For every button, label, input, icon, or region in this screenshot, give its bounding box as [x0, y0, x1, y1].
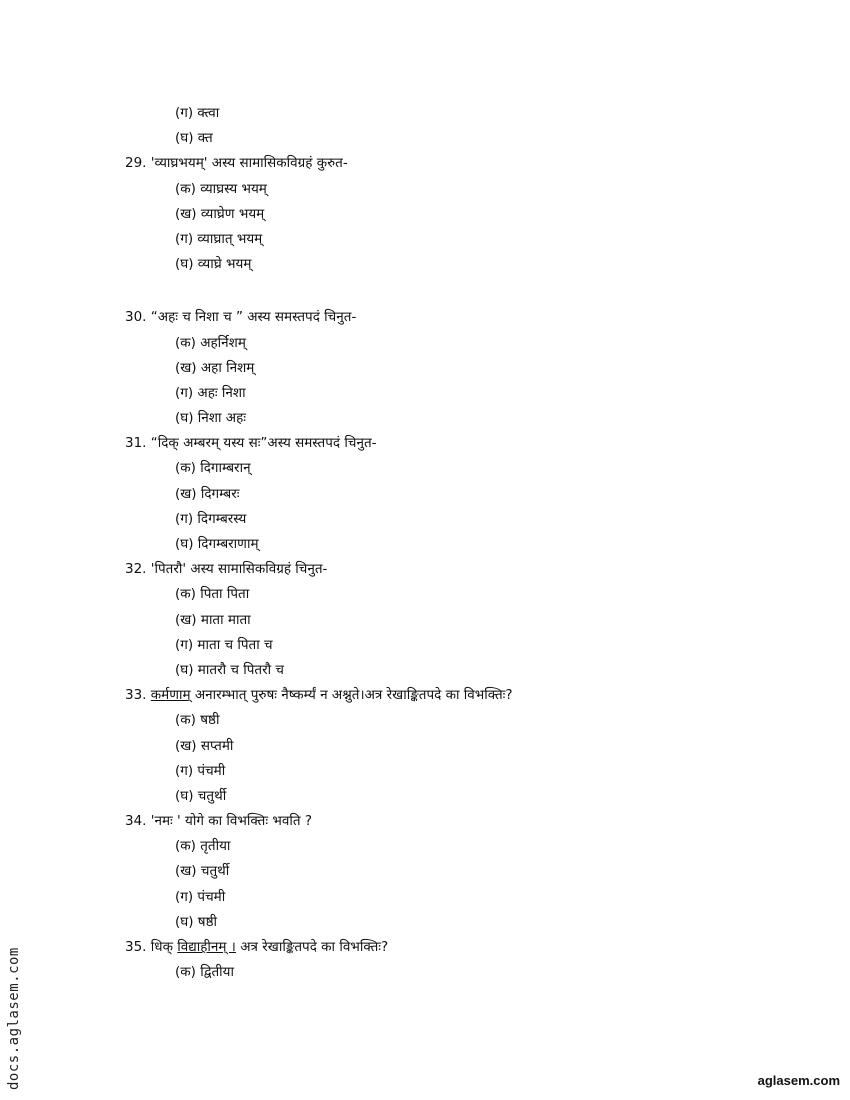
- option-item: (घ) षष्ठी: [175, 913, 218, 930]
- source-watermark: docs.aglasem.com: [6, 947, 22, 1090]
- option-item: (ख) दिगम्बरः: [175, 485, 240, 502]
- question-35: [125, 935, 805, 960]
- option-item: (ग) माता च पिता च: [175, 636, 273, 653]
- question-text: अत्र रेखाङ्कितपदे का विभक्तिः?: [240, 939, 389, 955]
- question-29: 29. 'व्याघ्रभयम्' अस्य सामासिकविग्रहं कुरुत-: [125, 155, 348, 172]
- option-item: (ग) पंचमी: [175, 888, 226, 905]
- option-item: (क) अहर्निशम्: [175, 334, 246, 351]
- option-item: (ख) माता माता: [175, 611, 251, 628]
- question-31: 31. “दिक् अम्बरम् यस्य सः”अस्य समस्तपदं चिनुत-: [125, 435, 377, 452]
- underlined-word: कर्मणाम्: [150, 687, 191, 704]
- option-item: (ग) अहः निशा: [175, 384, 246, 401]
- option-item: (घ) मातरौ च पितरौ च: [175, 661, 284, 678]
- option-item: (ख) चतुर्थी: [175, 863, 230, 880]
- option-item: (क) द्वितीया: [175, 964, 234, 981]
- option-item: (क) दिगाम्बरान्: [175, 460, 251, 477]
- option-item: (ख) अहा निशम्: [175, 359, 255, 376]
- option-item: (घ) क्त: [175, 130, 213, 147]
- option-item: (घ) चतुर्थी: [175, 787, 227, 804]
- option-item: (घ) व्याघ्रे भयम्: [175, 256, 252, 273]
- question-33: [125, 683, 805, 708]
- option-item: (ग) व्याघ्रात् भयम्: [175, 230, 263, 247]
- blank-gap: [125, 277, 805, 305]
- question-number: 33.: [125, 687, 147, 704]
- brand-footer: aglasem.com: [757, 1073, 840, 1088]
- question-list: [125, 101, 805, 985]
- option-item: (क) पिता पिता: [175, 586, 250, 603]
- option-item: (ग) पंचमी: [175, 762, 226, 779]
- question-30: 30. “अहः च निशा च ” अस्य समस्तपदं चिनुत-: [125, 309, 357, 326]
- option-item: (ग) क्त्वा: [175, 105, 220, 121]
- option-item: (घ) दिगम्बराणाम्: [175, 536, 259, 552]
- option-item: (घ) निशा अहः: [175, 410, 246, 427]
- question-prefix: धिक्: [150, 939, 173, 955]
- option-item: (ग) दिगम्बरस्य: [175, 510, 247, 527]
- underlined-word: विद्याहीनम् ।: [177, 939, 236, 955]
- option-item: (क) तृतीया: [175, 838, 231, 855]
- question-32: 32. 'पितरौ' अस्य सामासिकविग्रहं चिनुत-: [125, 561, 328, 578]
- question-text: अनारम्भात् पुरुषः नैष्कर्म्यं न अश्नुते।अत्र रेखाङ्कितपदे का विभक्तिः?: [194, 687, 513, 704]
- question-number: 35.: [125, 939, 147, 955]
- question-34: 34. 'नमः ' योगे का विभक्तिः भवति ?: [125, 813, 313, 830]
- option-item: (ख) सप्तमी: [175, 737, 234, 754]
- option-item: (क) षष्ठी: [175, 712, 220, 729]
- option-item: (ख) व्याघ्रेण भयम्: [175, 205, 265, 222]
- option-item: (क) व्याघ्रस्य भयम्: [175, 180, 267, 197]
